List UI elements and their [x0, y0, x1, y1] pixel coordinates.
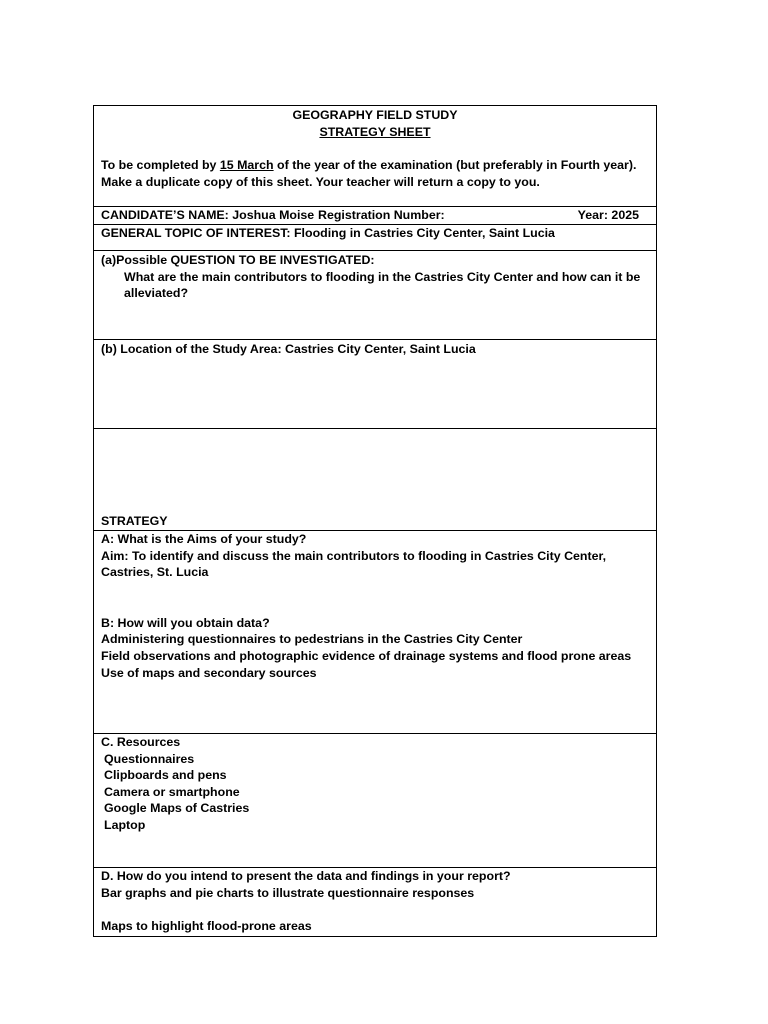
candidate-row [94, 207, 656, 225]
aims-data-row [94, 531, 656, 734]
presentation-question: D. How do you intend to present the data and findings in your report? [101, 869, 511, 883]
data-method-item: Use of maps and secondary sources [101, 665, 317, 680]
strategy-row [94, 429, 656, 531]
exam-year: Year: 2025 [577, 208, 639, 223]
instructions-pre: To be completed by [101, 158, 220, 173]
candidate-name: CANDIDATE’S NAME: Joshua Moise [101, 208, 315, 223]
topic-row [94, 225, 656, 251]
resources-heading: C. Resources [101, 735, 181, 749]
aim-line-2: Castries, St. Lucia [101, 565, 209, 580]
location-row [94, 340, 656, 429]
question-text-line-1: What are the main contributors to flooding in the Castries City Center and how can it be [124, 269, 641, 284]
deadline-date: 15 March [219, 158, 274, 173]
resource-item: Laptop [104, 817, 146, 832]
resource-item: Clipboards and pens [104, 768, 227, 783]
presentation-line-1: Bar graphs and pie charts to illustrate questionnaire responses [101, 885, 475, 900]
document-subtitle: STRATEGY SHEET [319, 124, 431, 139]
resource-item: Google Maps of Castries [104, 801, 250, 816]
resources-row [94, 734, 656, 868]
data-question: B: How will you obtain data? [101, 615, 270, 630]
question-label: (a)Possible QUESTION TO BE INVESTIGATED: [101, 253, 375, 267]
data-method-item: Administering questionnaires to pedestrians in the Castries City Center [101, 632, 523, 647]
strategy-sheet-table [93, 105, 657, 937]
data-method-item: Field observations and photographic evidence of drainage systems and flood prone areas [101, 648, 632, 663]
header-section [94, 106, 656, 207]
resource-item: Questionnaires [104, 751, 195, 766]
aim-line-1: Aim: To identify and discuss the main contributors to flooding in Castries City Center, [101, 548, 607, 563]
question-text-line-2: alleviated? [124, 286, 189, 301]
presentation-row [94, 868, 656, 936]
instructions-post: of the year of the examination (but preferably in Fourth year). [273, 158, 637, 173]
instructions [101, 157, 649, 174]
instructions-line-2: Make a duplicate copy of this sheet. Your teacher will return a copy to you. [101, 174, 540, 189]
document-title: GEOGRAPHY FIELD STUDY [292, 108, 458, 122]
question-row [94, 251, 656, 340]
general-topic: GENERAL TOPIC OF INTEREST: Flooding in Castries City Center, Saint Lucia [101, 226, 555, 240]
registration-number: Registration Number: [318, 208, 445, 223]
aims-question: A: What is the Aims of your study? [101, 532, 307, 546]
presentation-line-2: Maps to highlight flood-prone areas [101, 919, 312, 934]
strategy-heading: STRATEGY [101, 514, 168, 529]
study-area-location: (b) Location of the Study Area: Castries City Center, Saint Lucia [101, 342, 476, 356]
resource-item: Camera or smartphone [104, 784, 240, 799]
